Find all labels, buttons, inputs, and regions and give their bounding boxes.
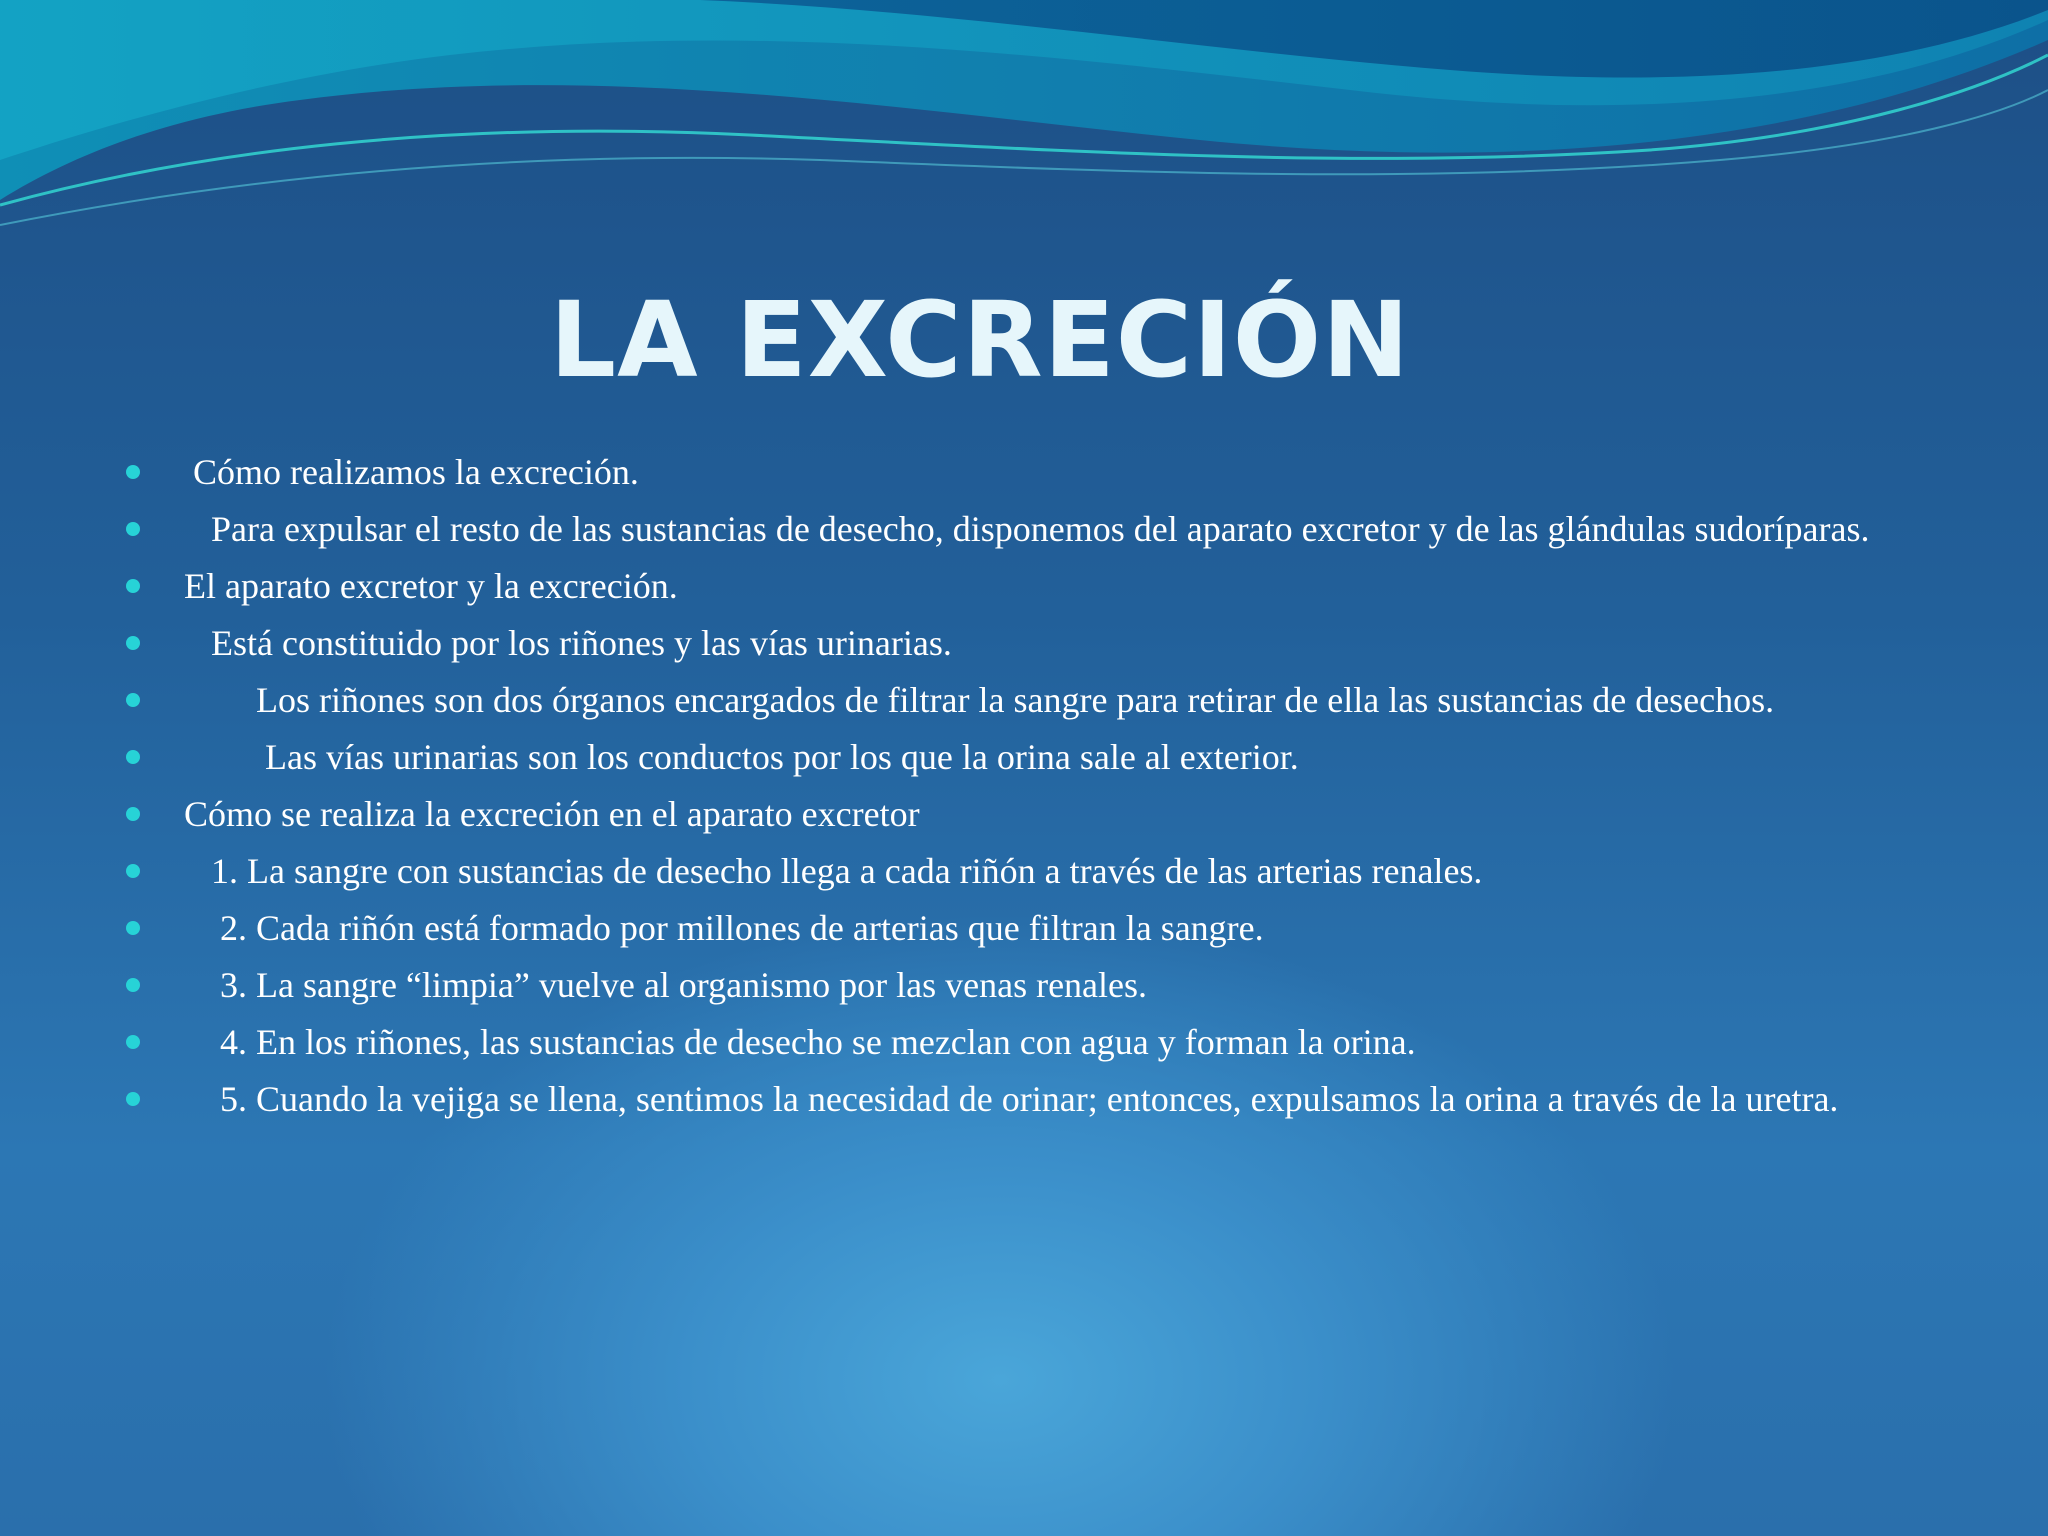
list-item [0,619,2048,667]
bullet-text: 5. Cuando la vejiga se llena, sentimos la necesidad de orinar; entonces, expulsamos la orina a través de la uretra. [184,1079,1839,1119]
bullet-text: Los riñones son dos órganos encargados de filtrar la sangre para retirar de ella las sustancias de desechos. [184,680,1775,720]
bullet-text: Cómo se realiza la excreción en el aparato excretor [184,794,920,834]
list-item [0,1018,2048,1066]
bullet-text: 4. En los riñones, las sustancias de desecho se mezclan con agua y forman la orina. [184,1022,1416,1062]
list-item [0,448,2048,496]
bullet-text: Cómo realizamos la excreción. [184,452,639,492]
bullet-icon [126,636,140,650]
bullet-icon [126,864,140,878]
list-item [0,505,2048,553]
list-item [0,790,2048,838]
list-item [0,733,2048,781]
bullet-text: El aparato excretor y la excreción. [184,566,678,606]
bullet-icon [126,465,140,479]
bullet-text: 1. La sangre con sustancias de desecho llega a cada riñón a través de las arterias renales. [184,851,1483,891]
bullet-icon [126,978,140,992]
list-item [0,1075,2048,1123]
bullet-text: Para expulsar el resto de las sustancias de desecho, disponemos del aparato excretor y de las glándulas sudoríparas. [184,509,1870,549]
bullet-icon [126,579,140,593]
bullet-text: 3. La sangre “limpia” vuelve al organismo por las venas renales. [184,965,1148,1005]
bullet-icon [126,750,140,764]
list-item [0,562,2048,610]
decorative-waves [0,0,2048,260]
slide-title: LA EXCRECIÓN [549,279,1411,401]
bullet-text: Está constituido por los riñones y las vías urinarias. [184,623,952,663]
bullet-list [0,448,2048,1132]
bullet-icon [126,522,140,536]
bullet-text: 2. Cada riñón está formado por millones de arterias que filtran la sangre. [184,908,1264,948]
bullet-icon [126,1092,140,1106]
bullet-icon [126,921,140,935]
bullet-text: Las vías urinarias son los conductos por los que la orina sale al exterior. [184,737,1299,777]
list-item [0,904,2048,952]
bullet-icon [126,693,140,707]
bullet-icon [126,1035,140,1049]
list-item [0,847,2048,895]
bullet-icon [126,807,140,821]
list-item [0,676,2048,724]
list-item [0,961,2048,1009]
